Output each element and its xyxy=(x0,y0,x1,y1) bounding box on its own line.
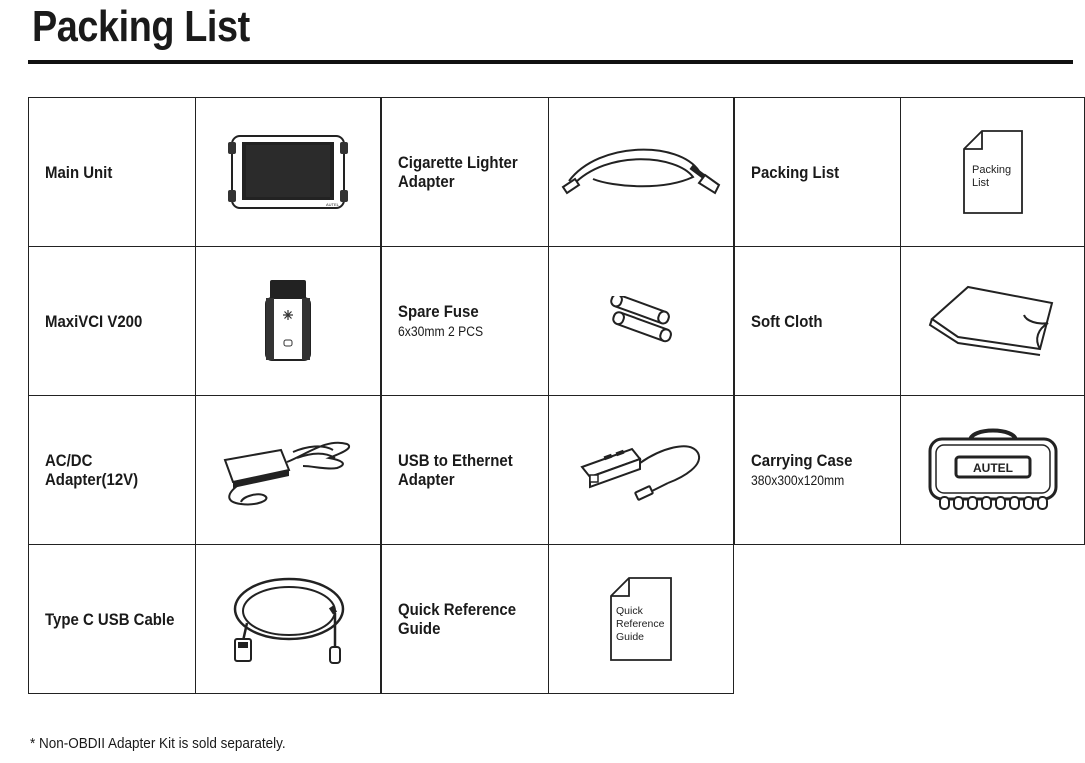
item-name: AC/DC Adapter(12V) xyxy=(45,451,139,489)
svg-text:Packing: Packing xyxy=(971,164,1011,176)
item-label-cell xyxy=(29,545,196,694)
item-picture-cell xyxy=(901,247,1085,396)
item-label-cell xyxy=(382,396,549,545)
packing-table-column-2 xyxy=(381,97,734,694)
item-label-cell xyxy=(382,247,549,396)
item-label-cell xyxy=(29,396,196,545)
document-icon xyxy=(901,129,1084,215)
table-row xyxy=(735,98,1085,247)
table-row xyxy=(382,98,734,247)
carrying-case-icon xyxy=(901,427,1084,513)
tablet-icon xyxy=(196,132,380,212)
item-picture-cell xyxy=(549,247,734,396)
vci-dongle-icon xyxy=(196,276,380,366)
cloth-icon xyxy=(901,281,1084,361)
page-title: Packing List xyxy=(32,2,250,51)
item-label-cell xyxy=(382,545,549,694)
packing-table-column-1 xyxy=(28,97,381,694)
table-row xyxy=(382,545,734,694)
item-picture-cell xyxy=(196,98,381,247)
item-spec: 6x30mm 2 PCS xyxy=(398,324,484,339)
svg-text:AUTEL: AUTEL xyxy=(972,461,1013,475)
item-name: Soft Cloth xyxy=(751,311,823,331)
item-name: Main Unit xyxy=(45,162,113,182)
item-label-cell xyxy=(29,98,196,247)
svg-text:Guide: Guide xyxy=(616,631,645,643)
svg-text:AUTEL: AUTEL xyxy=(326,202,339,207)
item-name: Spare Fuse xyxy=(398,302,479,321)
table-row xyxy=(735,247,1085,396)
item-label-cell xyxy=(29,247,196,396)
item-name: Packing List xyxy=(751,162,840,182)
packing-table-column-3 xyxy=(734,97,1085,545)
cigarette-lighter-adapter-icon xyxy=(549,137,733,207)
table-row xyxy=(29,247,381,396)
usb-ethernet-adapter-icon xyxy=(549,435,733,505)
table-row xyxy=(29,545,381,694)
table-row xyxy=(29,98,381,247)
svg-text:List: List xyxy=(971,177,989,189)
power-adapter-icon xyxy=(196,430,380,510)
svg-text:Reference: Reference xyxy=(616,618,665,630)
footnote: * Non-OBDII Adapter Kit is sold separately. xyxy=(30,735,286,752)
item-name: Type C USB Cable xyxy=(45,609,175,629)
svg-text:Quick: Quick xyxy=(616,605,643,617)
item-label-cell xyxy=(735,396,901,545)
item-picture-cell xyxy=(901,98,1085,247)
item-label-cell xyxy=(735,98,901,247)
fuse-icon xyxy=(549,296,733,346)
item-name: MaxiVCI V200 xyxy=(45,311,143,331)
table-row xyxy=(735,396,1085,545)
item-picture-cell xyxy=(196,247,381,396)
item-label-cell xyxy=(382,98,549,247)
item-label-cell xyxy=(735,247,901,396)
item-picture-cell xyxy=(549,545,734,694)
item-picture-cell xyxy=(196,396,381,545)
usb-cable-icon xyxy=(196,569,380,669)
item-name: Cigarette Lighter Adapter xyxy=(398,153,518,191)
table-row xyxy=(29,396,381,545)
item-picture-cell xyxy=(901,396,1085,545)
item-picture-cell xyxy=(549,396,734,545)
document-icon xyxy=(549,576,733,662)
item-name: USB to Ethernet Adapter xyxy=(398,451,513,489)
title-rule xyxy=(28,60,1073,64)
item-spec: 380x300x120mm xyxy=(751,473,845,488)
item-name: Carrying Case xyxy=(751,451,853,470)
table-row xyxy=(382,396,734,545)
table-row xyxy=(382,247,734,396)
item-name: Quick Reference Guide xyxy=(398,600,517,638)
item-picture-cell xyxy=(196,545,381,694)
item-picture-cell xyxy=(549,98,734,247)
